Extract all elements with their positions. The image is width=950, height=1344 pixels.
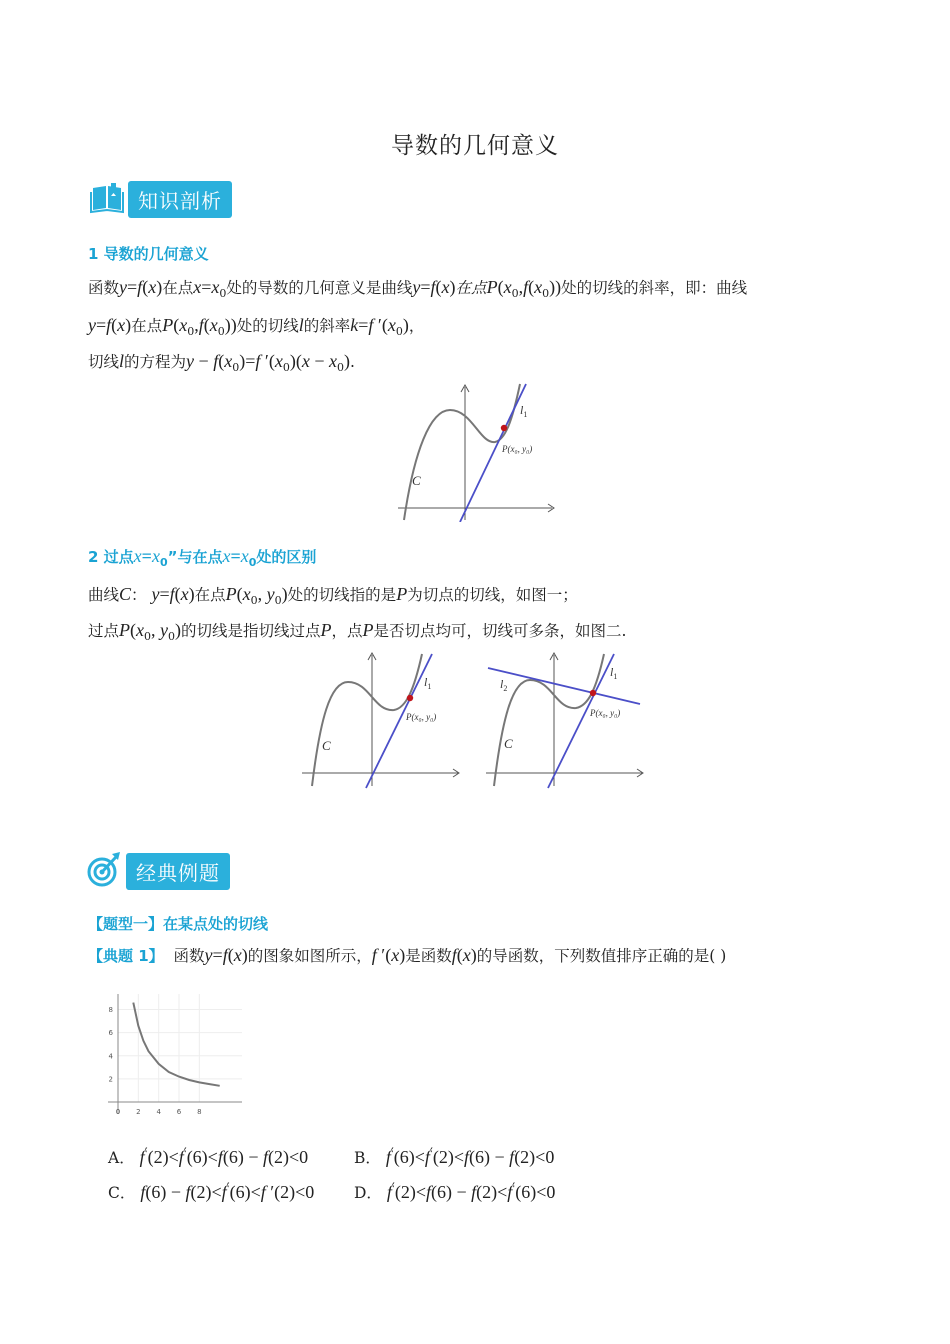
series-line xyxy=(133,1003,219,1086)
example-question: 【典题 1】 函数y=f(x)的图象如图所示，f ′(x)是函数f(x)的导函数，下列数值排序正确的是( ) xyxy=(88,945,727,965)
type-heading: 【题型一】在某点处的切线 xyxy=(88,915,269,933)
function-chart xyxy=(100,990,250,1124)
svg-text:l1: $l_1$ xyxy=(610,665,618,681)
section-banner-knowledge xyxy=(90,180,232,218)
section-label: 知识剖析 xyxy=(128,181,232,218)
svg-text:C: C xyxy=(504,736,513,751)
svg-text:P(x₀, y₀): P(x₀, y₀) xyxy=(502,444,533,454)
open-book-icon xyxy=(90,180,124,218)
tangent-figure-one xyxy=(300,650,465,794)
option-d[interactable]: D． f′(2)<f(6) − f(2)<f′(6)<0 xyxy=(354,1181,556,1203)
x-tick-label: 8 xyxy=(197,1108,202,1116)
paragraph-line: 曲线C： y=f(x)在点$P(x_0$, $y_0$)处的切线指的是P为切点的切线，如图一； xyxy=(88,584,578,608)
svg-text:l2: $l_2$ xyxy=(500,677,508,693)
svg-text:P(x₀, y₀): P(x₀, y₀) xyxy=(590,708,621,718)
y-tick-label: 8 xyxy=(108,1006,113,1015)
page-title: 导数的几何意义 xyxy=(391,133,559,159)
option-a[interactable]: A． f′(2)<f′(6)<f(6) − f(2)<0 xyxy=(108,1146,309,1168)
target-arrow-icon xyxy=(86,850,122,892)
tangent-figure-two xyxy=(484,650,649,794)
option-b[interactable]: B． f′(6)<f′(2)<f(6) − f(2)<0 xyxy=(354,1146,555,1168)
x-tick-label: 4 xyxy=(156,1108,161,1116)
paragraph-line: y=f(x)在点$P(x_0,f(x_0))$处的切线l的斜率k=f $'(x_0)$， xyxy=(88,315,425,339)
svg-text:P(x₀, y₀): P(x₀, y₀) xyxy=(406,712,437,722)
y-tick-label: 2 xyxy=(108,1075,113,1084)
y-tick-label: 4 xyxy=(108,1052,113,1061)
x-tick-label: 2 xyxy=(136,1108,141,1116)
heading-difference: 2 过点$x=x_0$”与在点$x=x_0$处的区别 xyxy=(88,546,317,569)
svg-text:l1: $l_1$ xyxy=(520,403,528,419)
svg-text:l1: $l_1$ xyxy=(424,675,432,691)
paragraph-line: 切线l的方程为$y - f(x_0)=f$ $'(x_0)(x - x_0)$. xyxy=(88,351,355,375)
section-label: 经典例题 xyxy=(126,853,230,890)
tangent-figure-main xyxy=(392,382,562,526)
heading-geometric-meaning: 1 导数的几何意义 xyxy=(88,245,209,263)
paragraph-line: 过点$P(x_0$, $y_0$)的切线是指切线过点P，点P是否切点均可，切线可多条，如图二. xyxy=(88,620,627,644)
x-tick-label: 6 xyxy=(176,1108,182,1116)
paragraph-line: 函数y=f(x)在点$x=x_0$处的导数的几何意义是曲线y=f(x)在点$P(x_0,f(x_0))$处的切线的斜率，即：曲线 xyxy=(88,277,748,301)
option-c[interactable]: C． f(6) − f(2)<f′(6)<f ′(2)<0 xyxy=(108,1181,315,1203)
svg-text:C: C xyxy=(322,738,331,753)
curve-c-label: C xyxy=(412,473,421,488)
section-banner-examples xyxy=(86,850,230,892)
x-tick-label: 0 xyxy=(115,1108,121,1116)
y-tick-label: 6 xyxy=(108,1029,113,1038)
